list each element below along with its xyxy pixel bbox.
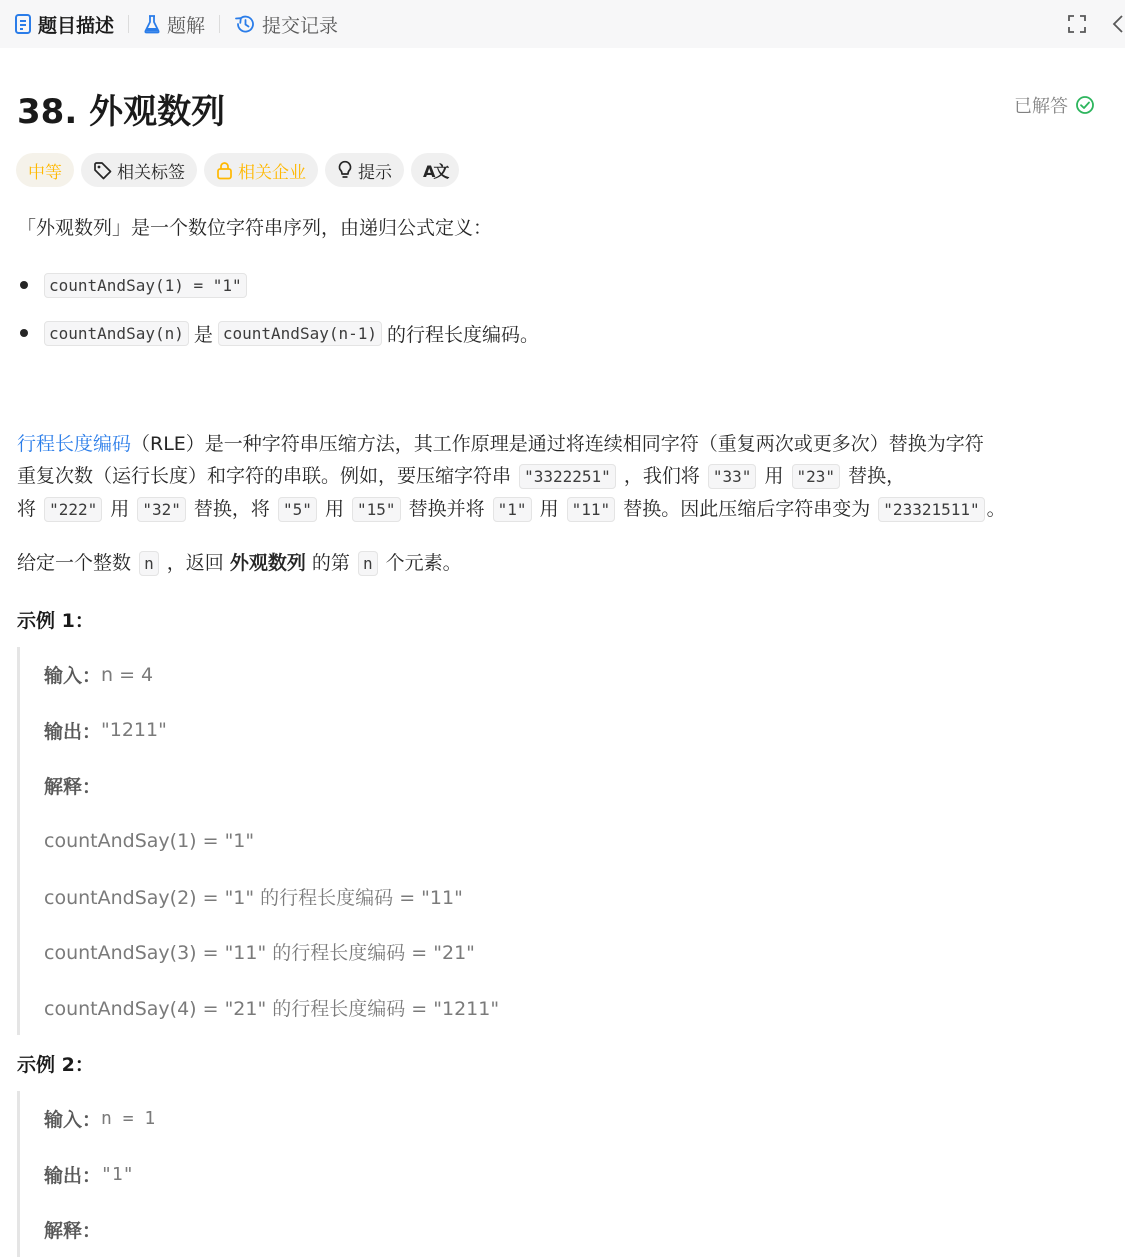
output-value: "1211" <box>101 719 167 742</box>
text: 替换， <box>848 465 906 487</box>
explanation-line: countAndSay(2) = "1" 的行程长度编码 = "11" <box>44 886 463 909</box>
example-output <box>44 1146 155 1201</box>
inline-code: n <box>358 551 378 576</box>
related-tags-button[interactable] <box>81 153 197 187</box>
related-tags-label: 相关标签 <box>117 162 185 183</box>
inline-code: "3322251" <box>519 464 616 489</box>
inline-code: "23" <box>792 464 841 489</box>
text: 的第 <box>311 552 350 574</box>
example-2-block <box>17 1091 155 1257</box>
bullet-dot <box>20 329 28 337</box>
solved-label: 已解答 <box>1014 96 1068 117</box>
inline-code: n <box>139 551 159 576</box>
example-input <box>44 647 499 702</box>
inline-code: "23321511" <box>878 497 984 522</box>
tag-row <box>16 153 466 187</box>
output-value: "1" <box>101 1163 134 1185</box>
inline-code: countAndSay(n-1) <box>218 321 382 346</box>
bold-text: 外观数列 <box>229 552 306 574</box>
check-circle-icon <box>1075 95 1095 115</box>
page-title: 38. 外观数列 <box>17 92 226 132</box>
tab-submissions[interactable] <box>234 0 338 48</box>
tab-bar <box>0 0 1125 48</box>
text: ，我们将 <box>623 465 700 487</box>
inline-code: "11" <box>567 497 616 522</box>
bullet-dot <box>20 281 28 289</box>
text: 用 <box>110 498 130 520</box>
text: 。 <box>986 498 1006 520</box>
inline-code: "5" <box>278 497 317 522</box>
tab-divider <box>128 15 129 33</box>
hint-label: 提示 <box>358 162 392 183</box>
rle-line-2 <box>17 460 1006 493</box>
intro-text: 「外观数列」是一个数位字符串序列，由递归公式定义： <box>17 217 493 239</box>
text: 用 <box>764 465 784 487</box>
list-item <box>17 268 539 302</box>
text: 替换并将 <box>408 498 485 520</box>
inline-code: "33" <box>708 464 757 489</box>
chevron-left-icon[interactable] <box>1111 14 1125 34</box>
explanation-line: countAndSay(3) = "11" 的行程长度编码 = "21" <box>44 942 475 965</box>
document-icon <box>14 14 32 34</box>
tab-description-label: 题目描述 <box>38 14 115 37</box>
tab-solutions-label: 题解 <box>167 14 206 37</box>
input-label: 输入： <box>44 1109 102 1132</box>
rle-line-3 <box>17 493 1006 526</box>
hint-button[interactable] <box>325 153 404 187</box>
example-2-title: 示例 2： <box>17 1054 94 1076</box>
tab-solutions[interactable] <box>143 0 205 48</box>
task-text <box>17 547 462 580</box>
text: （RLE）是一种字符串压缩方法，其工作原理是通过将连续相同字符（重复两次或更多次）替换为字符 <box>131 433 984 455</box>
inline-code: countAndSay(n) <box>44 321 189 346</box>
text: 个元素。 <box>385 552 462 574</box>
tab-description[interactable] <box>14 0 114 48</box>
text: 的行程长度编码。 <box>387 323 540 346</box>
input-label: 输入： <box>44 665 102 688</box>
translate-button[interactable] <box>411 153 459 187</box>
text: 给定一个整数 <box>17 552 132 574</box>
list-item <box>17 316 539 350</box>
rle-paragraph <box>17 428 1006 526</box>
inline-code: "15" <box>352 497 401 522</box>
solved-status <box>1014 92 1095 118</box>
lock-icon <box>216 161 233 180</box>
input-value: n = 4 <box>101 663 154 686</box>
difficulty-badge: 中等 <box>16 153 74 187</box>
output-label: 输出： <box>44 1164 102 1187</box>
fullscreen-icon[interactable] <box>1067 14 1087 34</box>
related-companies-label: 相关企业 <box>238 162 306 183</box>
flask-icon <box>143 14 161 34</box>
inline-code: countAndSay(1) = "1" <box>44 273 247 298</box>
translate-icon: A文 <box>423 161 448 181</box>
example-explanation <box>44 758 499 813</box>
text: 用 <box>324 498 344 520</box>
text: 重复次数（运行长度）和字符的串联。例如，要压缩字符串 <box>17 465 512 487</box>
inline-code: "1" <box>493 497 532 522</box>
rle-line-1 <box>17 428 1006 460</box>
input-value: n = 1 <box>101 1108 156 1130</box>
example-1-block <box>17 647 499 1035</box>
tab-bar-actions <box>1039 0 1125 48</box>
explanation-line: countAndSay(1) = "1" <box>44 829 255 852</box>
text: 用 <box>539 498 559 520</box>
output-label: 输出： <box>44 720 102 743</box>
inline-code: "222" <box>44 497 102 522</box>
text: 替换。因此压缩后字符串变为 <box>623 498 871 520</box>
explain-label: 解释： <box>44 1219 102 1242</box>
text: 替换，将 <box>193 498 270 520</box>
text: ，返回 <box>166 552 224 574</box>
definition-list <box>17 268 539 364</box>
text: 是 <box>193 323 213 346</box>
tab-submissions-label: 提交记录 <box>262 14 339 37</box>
text: 将 <box>17 498 37 520</box>
explanation-line: countAndSay(4) = "21" 的行程长度编码 = "1211" <box>44 997 500 1020</box>
lightbulb-icon <box>337 160 353 180</box>
explain-label: 解释： <box>44 775 102 798</box>
example-explanation <box>44 1202 155 1257</box>
history-icon <box>234 14 256 34</box>
related-companies-button[interactable] <box>204 153 318 187</box>
example-output <box>44 702 499 757</box>
example-input <box>44 1091 155 1146</box>
inline-code: "32" <box>137 497 186 522</box>
tag-icon <box>93 161 112 180</box>
tab-divider <box>219 15 220 33</box>
rle-link[interactable]: 行程长度编码 <box>17 433 132 455</box>
example-1-title: 示例 1： <box>17 610 94 632</box>
